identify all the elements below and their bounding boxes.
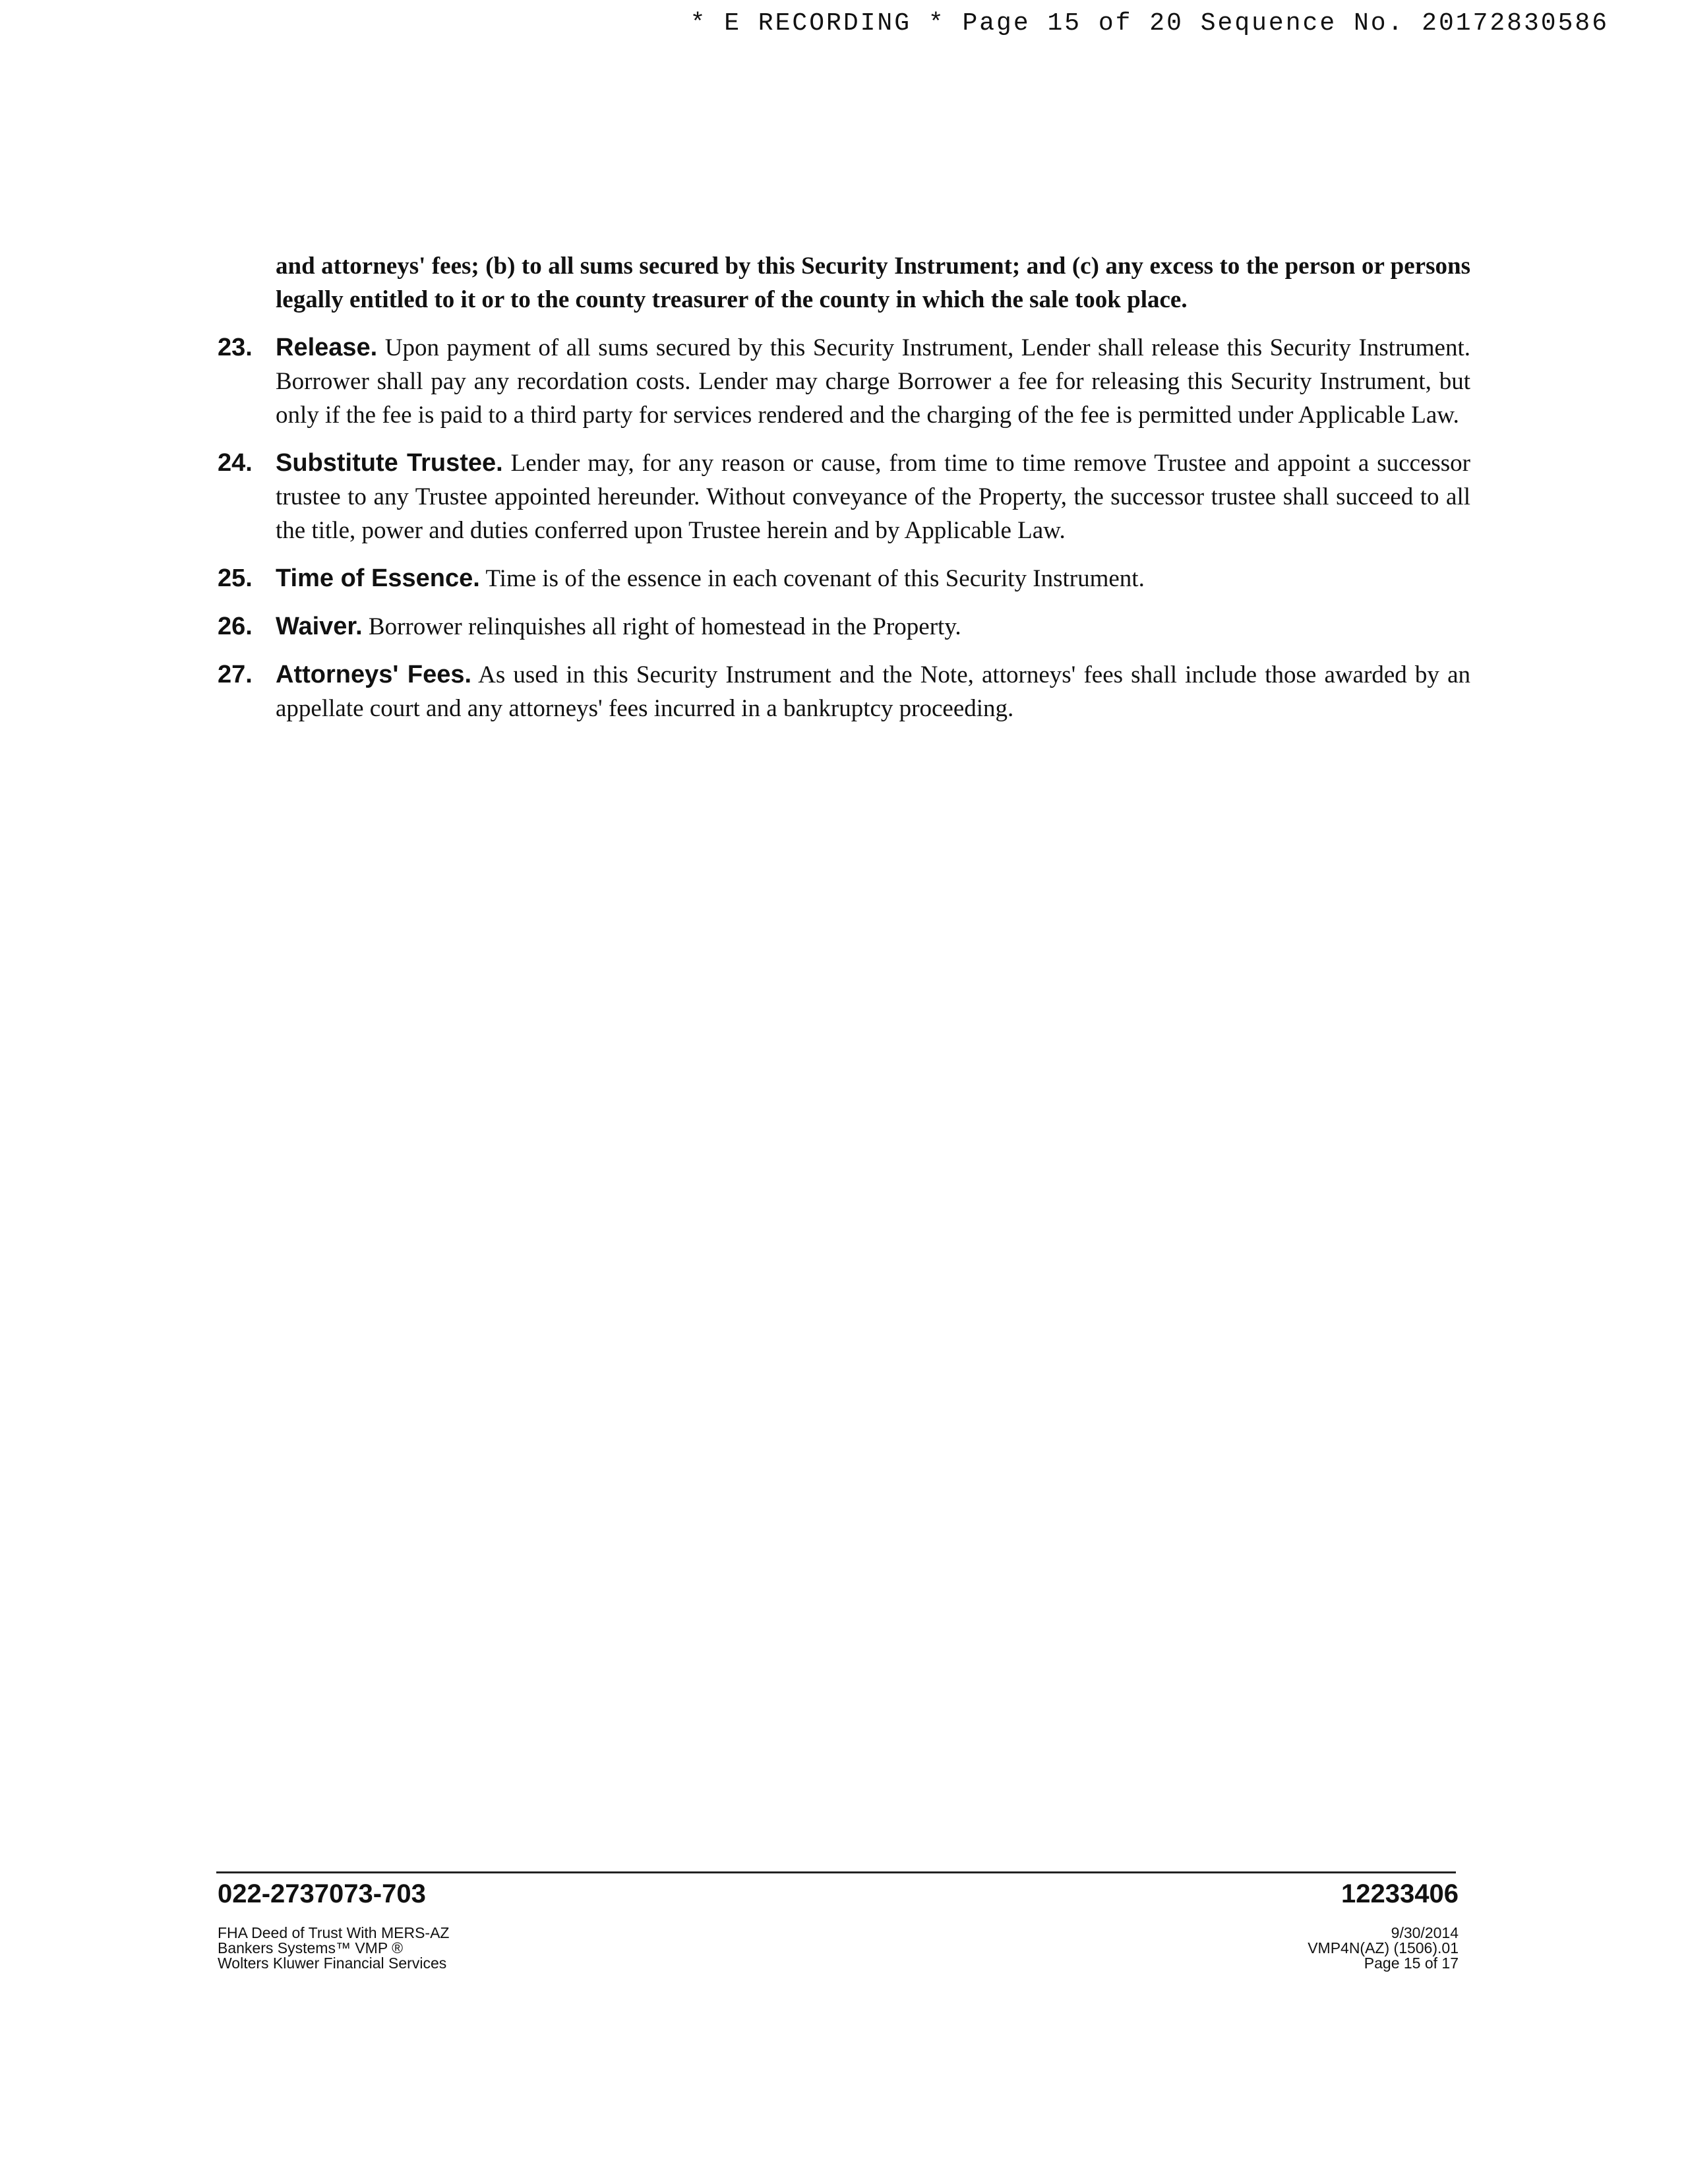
clause-title: Waiver. — [276, 613, 363, 640]
clause-number: 23. — [218, 334, 253, 361]
clause-27 — [218, 658, 1470, 725]
clause-text: As used in this Security Instrument and the Note, attorneys' fees shall include those awarded by an appellate court and any attorneys' fees incurred in a bankruptcy proceeding. — [276, 661, 1470, 722]
document-body — [218, 249, 1470, 725]
clause-number: 27. — [218, 661, 253, 688]
clause-title: Attorneys' Fees. — [276, 661, 472, 688]
clause-25 — [218, 562, 1470, 595]
document-id: 12233406 — [1341, 1879, 1459, 1908]
company-line: Wolters Kluwer Financial Services — [218, 1955, 447, 1972]
clause-title: Release. — [276, 334, 378, 361]
loan-number: 022-2737073-703 — [218, 1879, 426, 1908]
recording-header: * E RECORDING * Page 15 of 20 Sequence No. 20172830586 — [690, 9, 1609, 38]
clause-title: Substitute Trustee. — [276, 449, 503, 477]
clause-number: 25. — [218, 564, 253, 592]
clause-text: Borrower relinquishes all right of homestead in the Property. — [362, 613, 961, 640]
form-name: FHA Deed of Trust With MERS-AZ — [218, 1924, 450, 1941]
form-info — [218, 1926, 449, 1971]
footer-divider — [216, 1871, 1456, 1873]
clause-number: 26. — [218, 613, 253, 640]
clause-text: Time is of the essence in each covenant of this Security Instrument. — [479, 565, 1145, 592]
form-date: 9/30/2014 — [1391, 1924, 1459, 1941]
clause-23 — [218, 331, 1470, 432]
clause-number: 24. — [218, 449, 253, 477]
clause-24 — [218, 446, 1470, 547]
clause-title: Time of Essence. — [276, 564, 480, 592]
clause-text: Upon payment of all sums secured by this Security Instrument, Lender shall release this Security Instrument. Borrower shall pay any recordation costs. Lender may charge Borrower a fee for releasing this Security Instrument, but only if the fee is paid to a third party for services rendered and the charging of the fee is permitted under Applicable Law. — [276, 334, 1470, 429]
vendor-line: Bankers Systems™ VMP ® — [218, 1939, 404, 1957]
intro-paragraph: and attorneys' fees; (b) to all sums secured by this Security Instrument; and (c) any excess to the person or persons legally entitled to it or to the county treasurer of the county in which the sale took place. — [276, 253, 1470, 313]
form-code: VMP4N(AZ) (1506).01 — [1308, 1939, 1459, 1957]
form-meta — [1308, 1926, 1459, 1971]
clause-26 — [218, 610, 1470, 644]
clause-text: Lender may, for any reason or cause, from time to time remove Trustee and appoint a successor trustee to any Trustee appointed hereunder. Without conveyance of the Property, the successor trustee shall succeed to all the title, power and duties conferred upon Trustee herein and by Applicable Law. — [276, 450, 1470, 544]
page-number: Page 15 of 17 — [1364, 1955, 1459, 1972]
